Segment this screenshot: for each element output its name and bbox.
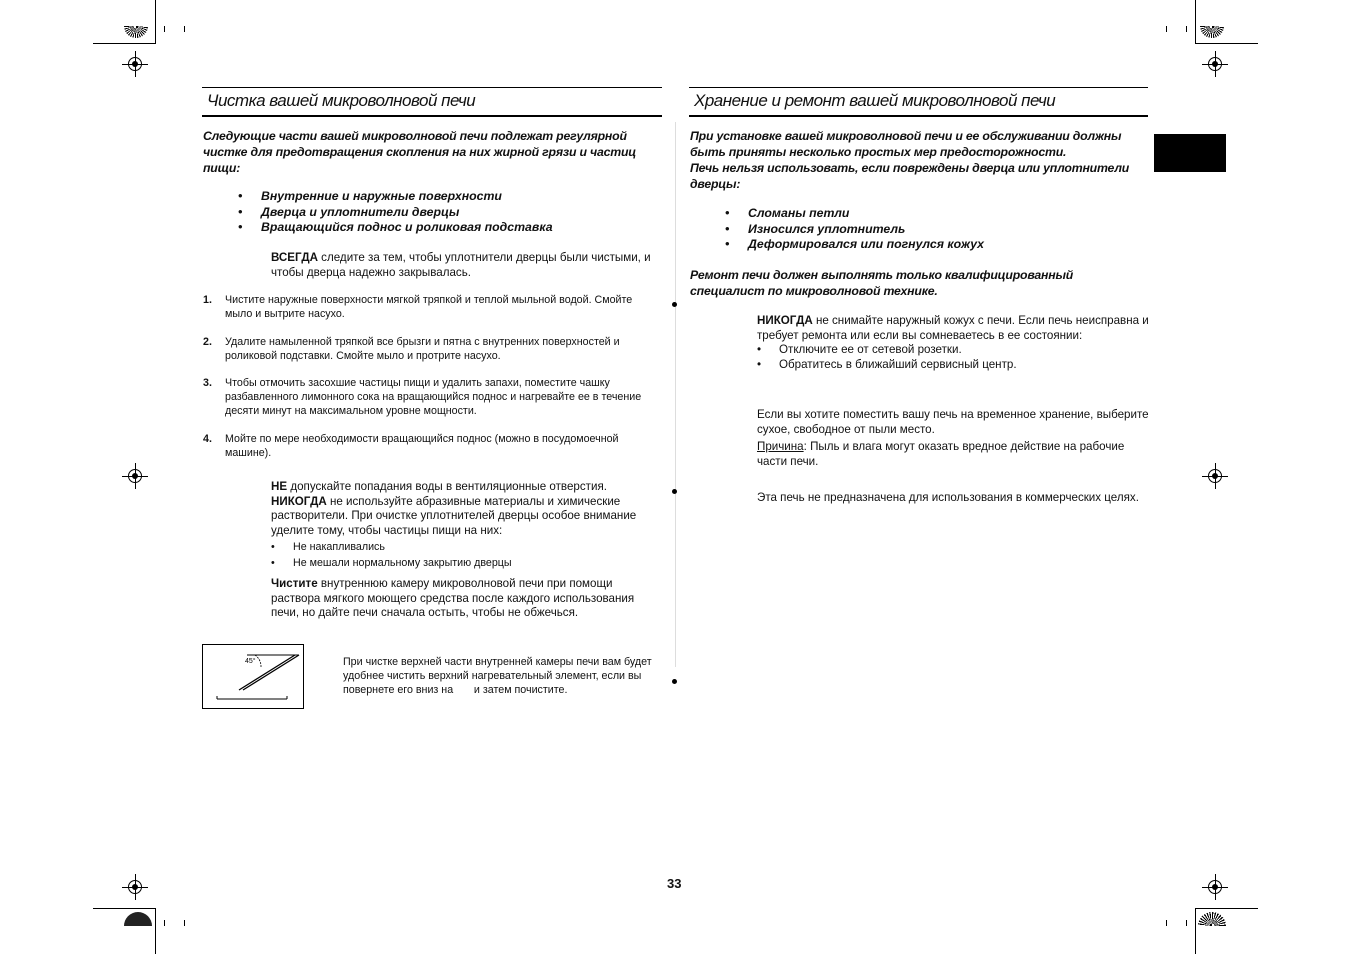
color-target-bl [124,912,152,940]
divider-dot [672,679,677,684]
list-item: • Отключите ее от сетевой розетки. [757,343,1149,358]
left-title-bottom-rule [202,115,662,117]
page-number: 33 [667,876,682,891]
right-intro-2: Печь нельзя использовать, если повреждены дверца или уплотнители дверцы: [690,161,1130,191]
divider-dot [672,489,677,494]
clean-text: внутреннюю камеру микроволновой печи при помощи раствора мягкого моющего средства после каждого использования печи, но дайте печи сначала остыть, чтобы не обжечься. [271,577,635,619]
section-tab [1154,134,1226,172]
figure-caption: При чистке верхней части внутренней камеры печи вам будет удобнее чистить верхний нагревательный элемент, если вы повернете его вниз на и затем почистите. [343,656,655,696]
list-item: • Деформировался или погнулся кожух [725,237,1125,253]
left-title-top-rule [202,87,662,88]
commercial-note: Эта печь не предназначена для использования в коммерческих целях. [757,491,1139,504]
trim-line [1196,43,1258,44]
list-item: • Обратитесь в ближайший сервисный центр. [757,358,1149,373]
trim-line [155,0,156,44]
trim-line [164,920,165,926]
trim-line [1195,908,1196,954]
trim-line [93,908,155,909]
right-bullet-list [725,206,1125,253]
step-text: Чистите наружные поверхности мягкой тряпкой и теплой мыльной водой. Смойте мыло и вытрите насухо. [225,294,633,320]
never-note [757,314,1149,372]
trim-line [93,43,155,44]
step-text: Чтобы отмочить засохшие частицы пищи и удалить запахи, поместите чашку разбавленного лимонного сока на вращающийся поднос и нагревайте ее в течение десяти минут на максимальном уровне мощности. [225,377,642,417]
left-section-title: Чистка вашей микроволновой печи [207,91,476,110]
heating-element-diagram [203,645,303,708]
trim-line [1166,26,1167,32]
warning-notes [271,480,663,621]
always-note [271,251,663,280]
right-intro [690,128,1145,192]
always-bold: ВСЕГДА [271,251,318,264]
left-intro: Следующие части вашей микроволновой печи подлежат регулярной чистке для предотвращения скопления на них жирной грязи и частиц пищи: [203,129,637,175]
warn2-text: не используйте абразивные материалы и химические растворители. При очистке уплотнителей дверцы особое внимание уделите тому, чтобы частицы пищи на них: [271,494,637,537]
trim-line [155,908,156,954]
list-item: • Износился уплотнитель [725,222,1125,238]
left-bullet-list [238,189,638,236]
never-text: не снимайте наружный кожух с печи. Если печь неисправна и требует ремонта или если вы сомневаетесь в ее состоянии: [757,314,1149,342]
trim-line [1195,0,1196,44]
divider-dot [672,302,677,307]
color-target-tl [124,14,148,38]
clean-bold: Чистите [271,577,318,590]
trim-line [1196,908,1258,909]
trim-line [1166,920,1167,926]
storage-note [757,408,1149,469]
list-item: • Внутренние и наружные поверхности [238,189,638,205]
warn1-bold: НЕ [271,480,288,493]
right-intro-1: При установке вашей микроволновой печи и ее обслуживании должны быть приняты несколько простых мер предосторожности. [690,129,1122,159]
step-number: 4. [203,433,212,445]
step-text: Удалите намыленной тряпкой все брызги и пятна с внутренних поверхностей и роликовой подставки. Смойте мыло и протрите насухо. [225,336,620,362]
reason-text: : Пыль и влага могут оказать вредное действие на рабочие части печи. [757,440,1125,468]
always-text: следите за тем, чтобы уплотнители дверцы были чистыми, и чтобы дверца надежно закрывалась. [271,251,651,279]
warn2-bold: НИКОГДА [271,494,327,508]
list-item: • Не мешали нормальному закрытию дверцы [271,555,663,571]
list-item: • Вращающийся поднос и роликовая подставка [238,220,638,236]
list-item: • Сломаны петли [725,206,1125,222]
right-title-top-rule [689,87,1148,88]
step-number: 2. [203,336,212,348]
list-item: • Дверца и уплотнители дверцы [238,205,638,221]
trim-line [164,26,165,32]
repair-warning: Ремонт печи должен выполнять только квалифицированный специалист по микроволновой технике. [690,268,1074,298]
step-text: Мойте по мере необходимости вращающийся поднос (можно в посудомоечной машине). [225,433,619,459]
trim-line [1186,26,1187,32]
never-bold: НИКОГДА [757,314,813,327]
list-item: • Не накапливались [271,539,663,555]
reason-label: Причина [757,440,804,453]
trim-line [1186,920,1187,926]
color-target-br [1198,912,1226,940]
trim-line [184,920,185,926]
color-target-tr [1200,14,1224,38]
trim-line [184,26,185,32]
step-number: 3. [203,377,212,389]
right-section-title: Хранение и ремонт вашей микроволновой печи [694,91,1056,110]
step-number: 1. [203,294,212,306]
angle-label: 45° [245,658,256,665]
warn1-text: допускайте попадания воды в вентиляционные отверстия. [287,480,607,493]
heating-element-figure [202,644,304,709]
right-title-bottom-rule [689,115,1148,117]
column-divider [675,122,676,667]
storage-text: Если вы хотите поместить вашу печь на временное хранение, выберите сухое, свободное от пыли место. [757,408,1149,436]
